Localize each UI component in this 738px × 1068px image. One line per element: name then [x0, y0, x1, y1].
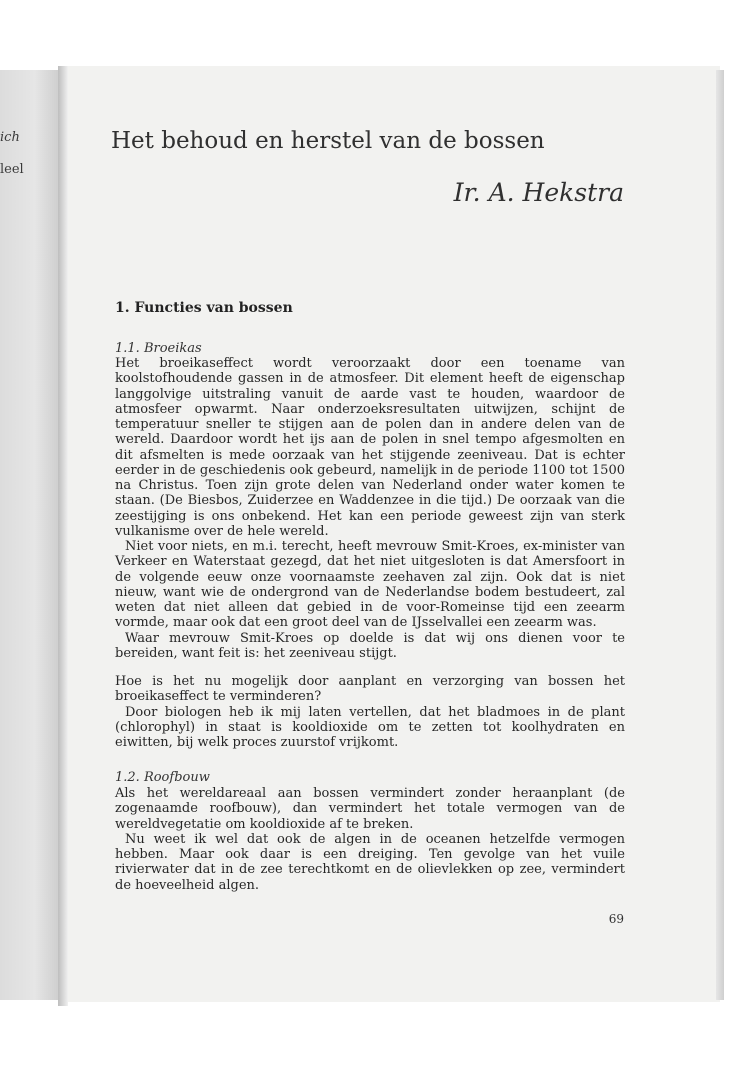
paragraph: Het broeikaseffect wordt veroorzaakt door een toename van koolstofhoudende gassen in de atmosfeer. Dit element heeft de eigenschap langgolvige uitstraling vanuit de aarde vast te houden, waardoor de atmosfeer opwarmt. Naar onderzoeksresultaten uitwijzen, schijnt de temperatuur sneller te stijgen aan de polen dan in andere delen van de wereld. Daardoor wordt het ijs aan de polen in snel tempo afgesmolten en dit afsmelten is mede oorzaak van het stijgende zeeniveau. Dat is echter eerder in de geschiedenis ook gebeurd, namelijk in de periode 1100 tot 1500 na Christus. Toen zijn grote delen van Nederland onder water komen te staan. (De Biesbos, Zuiderzee en Waddenzee in die tijd.) De oorzaak van die zeestijging is ons onbekend. Het kan een periode geweest zijn van sterk vulkanisme over de hele wereld.: [115, 356, 625, 539]
subsection-heading: 1.2. Roofbouw: [115, 770, 210, 785]
section-heading: 1. Functies van bossen: [115, 300, 293, 316]
paragraph: Niet voor niets, en m.i. terecht, heeft mevrouw Smit-Kroes, ex-minister van Verkeer en Waterstaat gezegd, dat het niet uitgesloten is dat Amersfoort in de volgende eeuw onze voornaamste zeehaven zal zijn. Ook dat is niet nieuw, want wie de ondergrond van de Nederlandse bodem bestudeert, zal weten dat niet alleen dat gebied in de voor-Romeinse tijd een zeearm vormde, maar ook dat een groot deel van de IJsselvallei een zeearm was.: [115, 539, 625, 631]
subsection-body: [115, 356, 625, 661]
paragraph: Door biologen heb ik mij laten vertellen, dat het bladmoes in de plant (chlorophyl) in staat is kooldioxide om te zetten tot koolhydraten en eiwitten, bij welk proces zuurstof vrijkomt.: [115, 704, 625, 750]
paragraph: Hoe is het nu mogelijk door aanplant en verzorging van bossen het broeikaseffect te verminderen?: [115, 674, 625, 705]
paragraph: Als het wereldareaal aan bossen vermindert zonder heraanplant (de zogenaamde roofbouw), dan vermindert het totale vermogen van de wereldvegetatie om kooldioxide af te breken.: [115, 786, 625, 832]
left-page-fragment: ich: [0, 130, 20, 145]
paragraph: Waar mevrouw Smit-Kroes op doelde is dat wij ons dienen voor te bereiden, want feit is: het zeeniveau stijgt.: [115, 630, 625, 661]
subsection-body-continued: [115, 674, 625, 750]
subsection-body: [115, 786, 625, 893]
page-number: 69: [608, 912, 624, 926]
page-edge: [716, 70, 724, 1000]
article-author: Ir. A. Hekstra: [453, 178, 624, 207]
subsection-heading: 1.1. Broeikas: [115, 341, 202, 356]
book-gutter: [58, 66, 68, 1006]
left-page-fragment: leel: [0, 162, 24, 177]
paragraph: Nu weet ik wel dat ook de algen in de oceanen hetzelfde vermogen hebben. Maar ook daar is een dreiging. Ten gevolge van het vuile rivierwater dat in de zee terechtkomt en de olievlekken op zee, vermindert de hoeveelheid algen.: [115, 831, 625, 893]
left-page-edge: [0, 70, 58, 1000]
article-title: Het behoud en herstel van de bossen: [111, 128, 545, 154]
